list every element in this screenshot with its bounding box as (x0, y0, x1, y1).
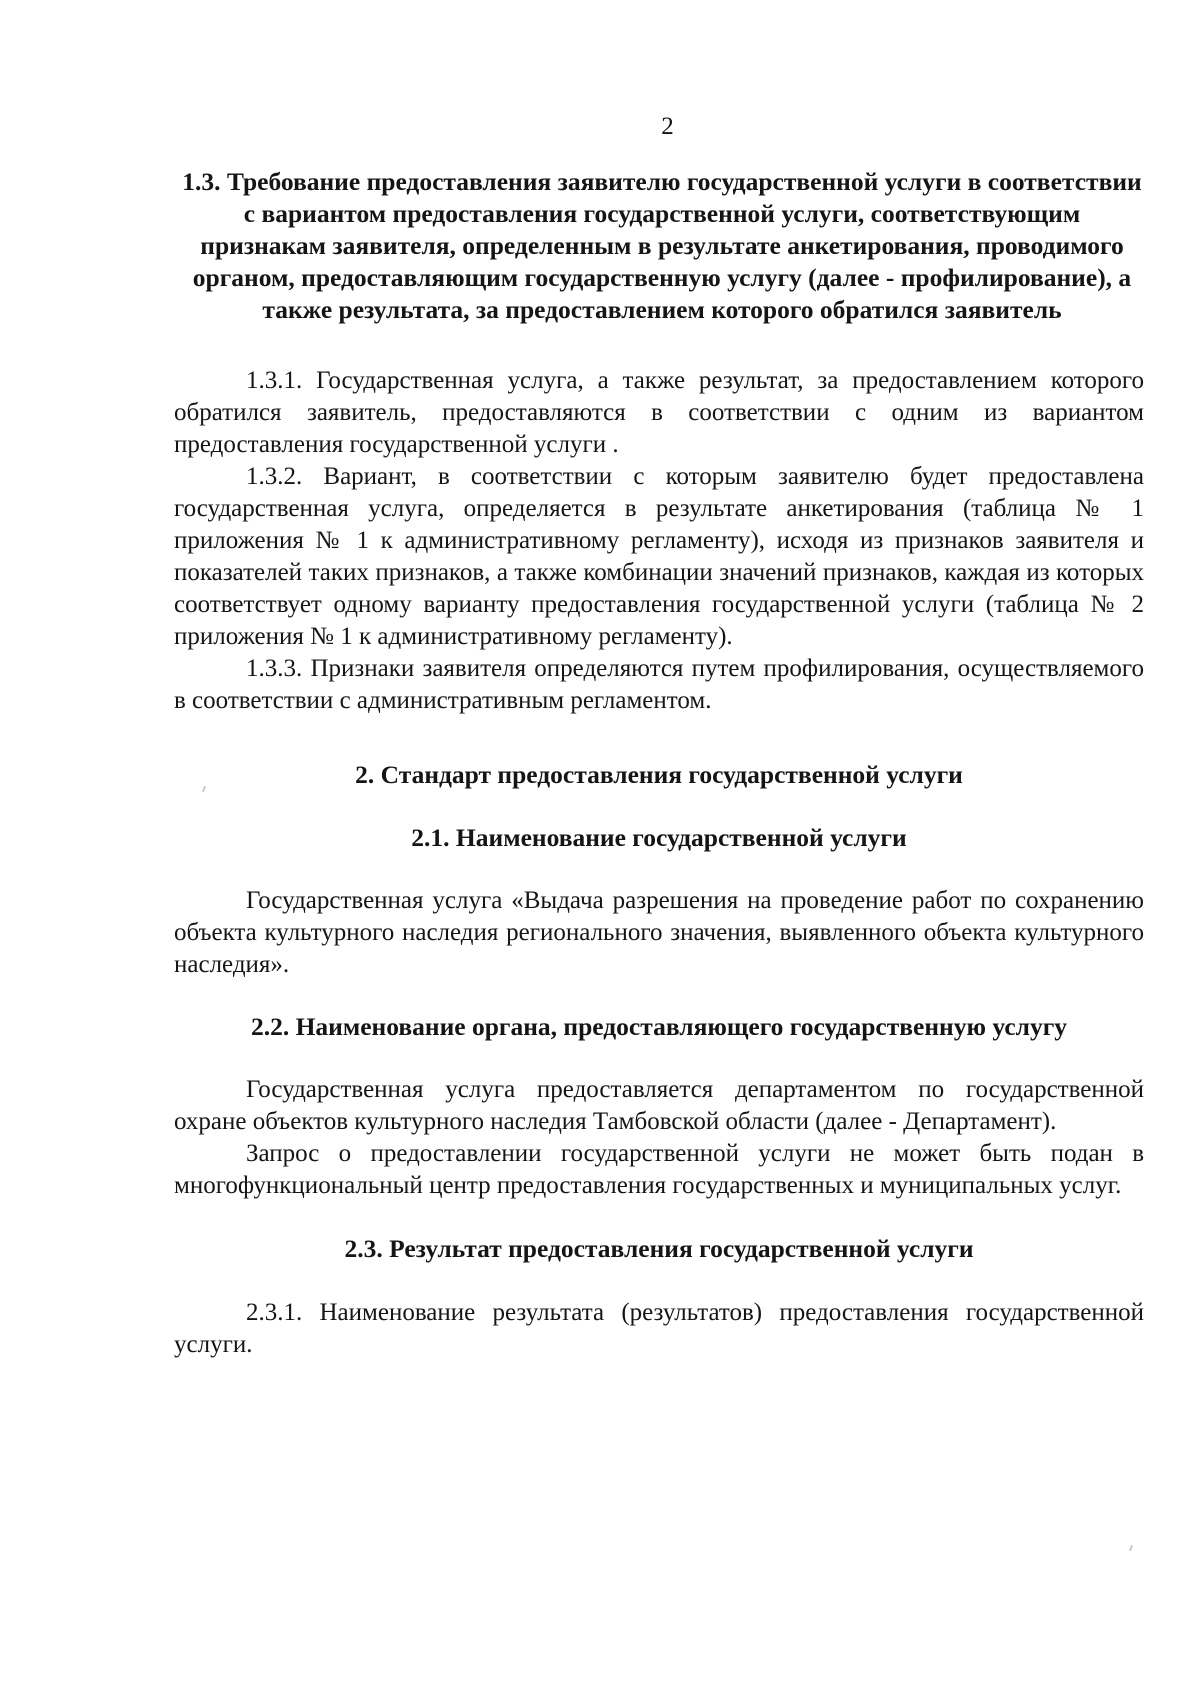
section-2-3-title: 2.3. Результат предоставления государственной услуги (344, 1234, 974, 1263)
paragraph-1-3-3: 1.3.3. Признаки заявителя определяются путем профилирования, осуществляемого в соответствии с административным регламентом. (174, 655, 1144, 714)
scan-speck (1129, 1545, 1133, 1551)
paragraph-1-3-2: 1.3.2. Вариант, в соответствии с которым заявителю будет предоставлена государственная услуга, определяется в результате анкетирования (таблица № 1 приложения № 1 к административному регламенту), исходя из признаков заявителя и показателей таких признаков, а также комбинации значений признаков, каждая из которых соответствует одному варианту предоставления государственной услуги (таблица № 2 приложения № 1 к административному регламенту). (174, 463, 1144, 650)
paragraph-2-3-1: 2.3.1. Наименование результата (результатов) предоставления государственной услуги. (174, 1299, 1144, 1358)
page-number: 2 (661, 113, 674, 140)
paragraph-2-1: Государственная услуга «Выдача разрешения на проведение работ по сохранению объекта культурного наследия регионального значения, выявленного объекта культурного наследия». (174, 887, 1144, 978)
section-2-title: 2. Стандарт предоставления государственной услуги (355, 760, 963, 789)
paragraph-1-3-1: 1.3.1. Государственная услуга, а также результат, за предоставлением которого обратился заявитель, предоставляются в соответствии с одним из вариантом предоставления государственной услуги . (174, 367, 1144, 458)
paragraph-2-2-2: Запрос о предоставлении государственной услуги не может быть подан в многофункциональный центр предоставления государственных и муниципальных услуг. (174, 1140, 1144, 1199)
page-content (174, 166, 1144, 1361)
section-1-3-title: 1.3. Требование предоставления заявителю государственной услуги в соответствии с вариантом предоставления государственной услуги, соответствующим признакам заявителя, определенным в результате анкетирования, проводимого органом, предоставляющим государственную услугу (далее - профилирование), а также результата, за предоставлением которого обратился заявитель (182, 167, 1142, 324)
paragraph-2-2-1: Государственная услуга предоставляется департаментом по государственной охране объектов культурного наследия Тамбовской области (далее - Департамент). (174, 1076, 1144, 1135)
section-2-2-title: 2.2. Наименование органа, предоставляющего государственную услугу (250, 1012, 1068, 1041)
section-2-1-title: 2.1. Наименование государственной услуги (411, 823, 907, 852)
